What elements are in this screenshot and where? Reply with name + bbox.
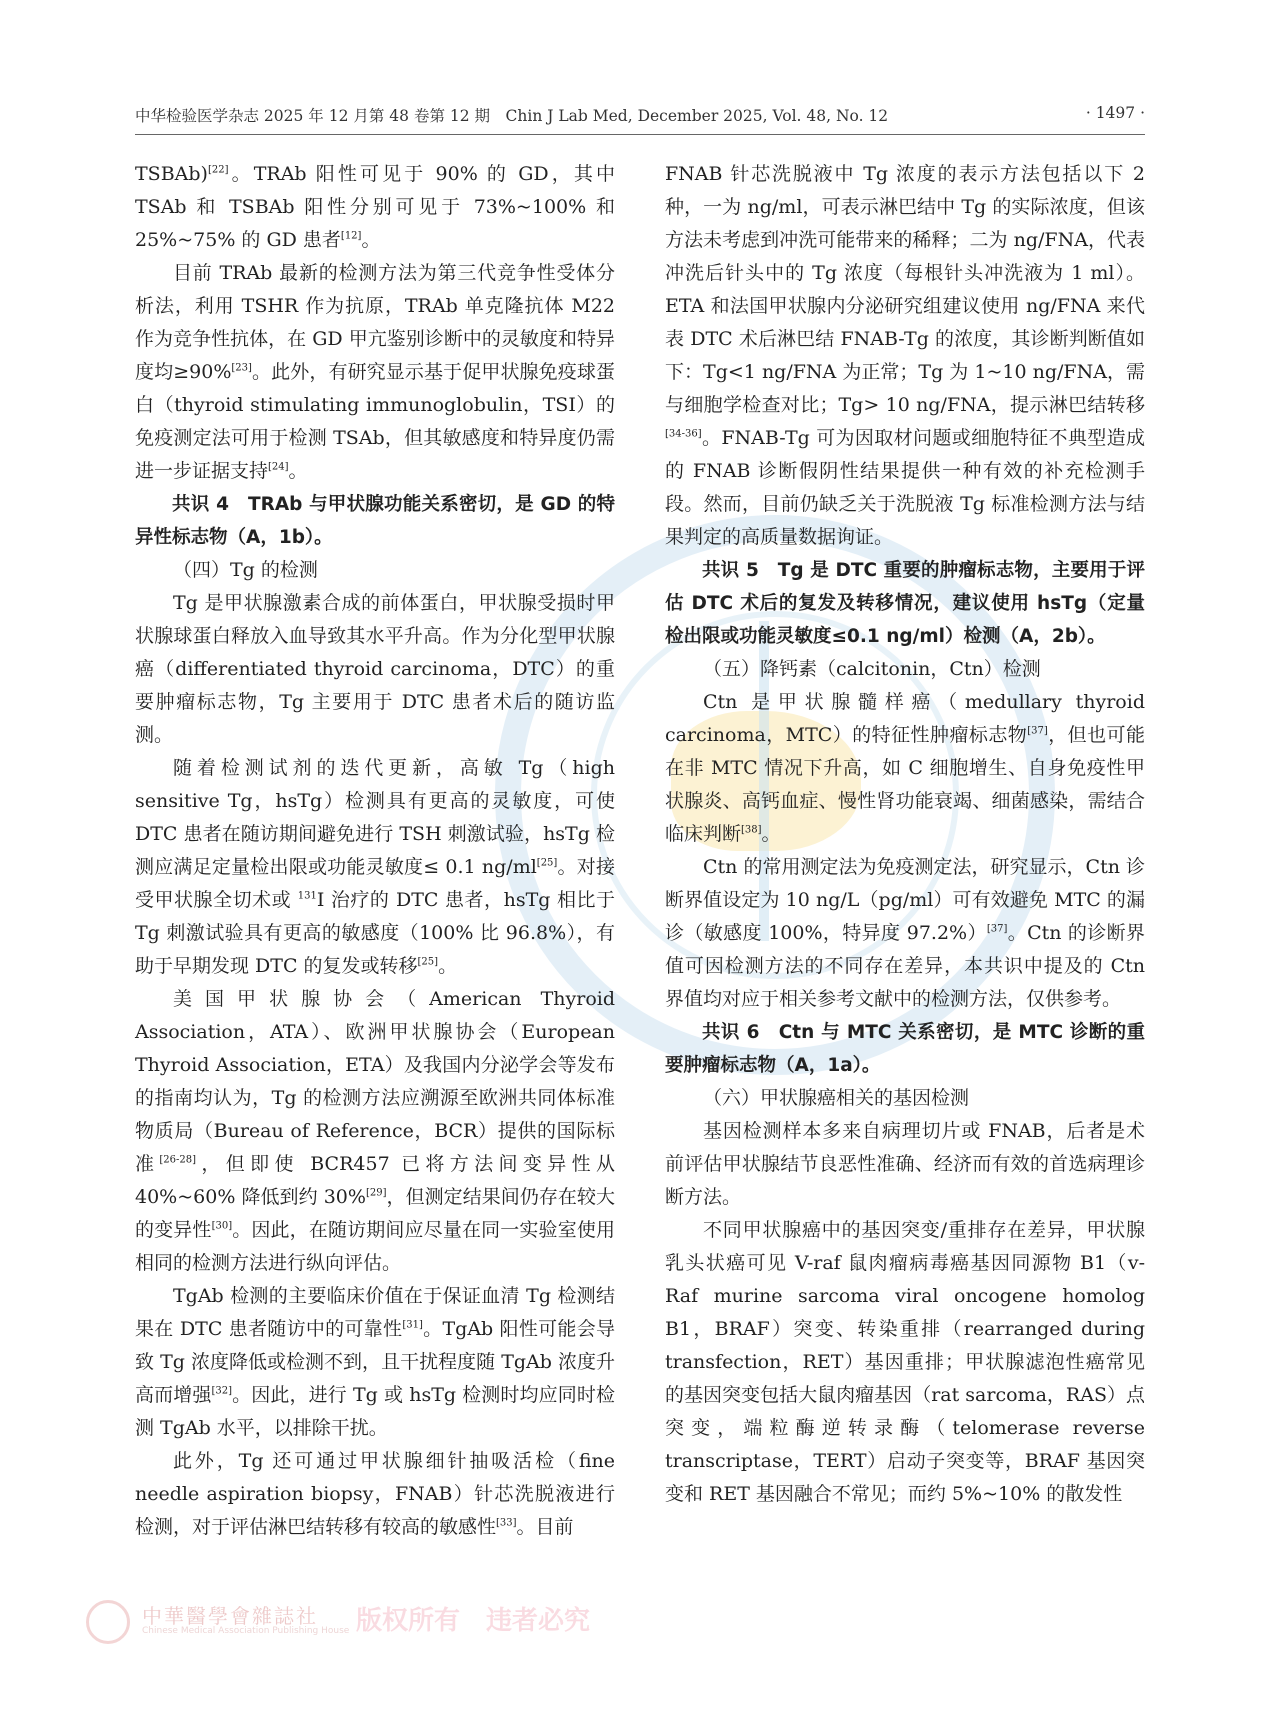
consensus-statement: 共识 6 Ctn 与 MTC 关系密切，是 MTC 诊断的重要肿瘤标志物（A，1a）。	[665, 1022, 1145, 1076]
paragraph-continued: FNAB 针芯洗脱液中 Tg 浓度的表示方法包括以下 2 种，一为 ng/ml，可表示淋巴结中 Tg 的实际浓度，但该方法未考虑到冲洗可能带来的稀释；二为 ng/FNA，代表冲洗后针头中的 Tg 浓度（每根针头冲洗液为 1 ml）。ETA 和法国甲状腺内分泌研究组建议使用 ng/FNA 来代表 DTC 术后淋巴结 FNAB-Tg 的浓度，其诊断判断值如下：Tg<1 ng/FNA 为正常；Tg 为 1~10 ng/FNA，需与细胞学检查对比；Tg> 10 ng/FNA，提示淋巴结转移[34-36]。FNAB-Tg 可为因取材问题或细胞特征不典型造成的 FNAB 诊断假阴性结果提供一种有效的补充检测手段。然而，目前仍缺乏关于洗脱液 Tg 标准检测方法与结果判定的高质量数据询证。	[665, 163, 1145, 548]
publisher-name: 中華醫學會雜誌社	[142, 1604, 318, 1628]
section-heading: （四）Tg 的检测	[173, 559, 318, 581]
section-heading: （五）降钙素（calcitonin，Ctn）检测	[703, 658, 1041, 680]
paragraph: 目前 TRAb 最新的检测方法为第三代竞争性受体分析法，利用 TSHR 作为抗原，TRAb 单克隆抗体 M22 作为竞争性抗体，在 GD 甲亢鉴别诊断中的灵敏度和特异度均≥90%[23]。此外，有研究显示基于促甲状腺免疫球蛋白（thyroid stimulating immunoglobulin，TSI）的免疫测定法可用于检测 TSAb，但其敏感度和特异度仍需进一步证据支持[24]。	[135, 262, 615, 482]
paragraph: 基因检测样本多来自病理切片或 FNAB，后者是术前评估甲状腺结节良恶性准确、经济而有效的首选病理诊断方法。	[665, 1120, 1145, 1208]
paragraph: Tg 是甲状腺激素合成的前体蛋白，甲状腺受损时甲状腺球蛋白释放入血导致其水平升高。作为分化型甲状腺癌（differentiated thyroid carcinoma，DTC）的重要肿瘤标志物，Tg 主要用于 DTC 患者术后的随访监测。	[135, 592, 615, 746]
paragraph: TgAb 检测的主要临床价值在于保证血清 Tg 检测结果在 DTC 患者随访中的可靠性[31]。TgAb 阳性可能会导致 Tg 浓度降低或检测不到，且干扰程度随 TgAb 浓度升高而增强[32]。因此，进行 Tg 或 hsTg 检测时均应同时检测 TgAb 水平，以排除干扰。	[135, 1285, 616, 1439]
paragraph: 美国甲状腺协会（American Thyroid Association，ATA）、欧洲甲状腺协会（European Thyroid Association，ETA）及我国内分泌学会等发布的指南均认为，Tg 的检测方法应溯源至欧洲共同体标准物质局（Bureau of Reference，BCR）提供的国际标准[26-28]，但即使 BCR457 已将方法间变异性从 40%~60% 降低到约 30%[29]，但测定结果间仍存在较大的变异性[30]。因此，在随访期间应尽量在同一实验室使用相同的检测方法进行纵向评估。	[135, 988, 615, 1274]
consensus-statement: 共识 4 TRAb 与甲状腺功能关系密切，是 GD 的特异性标志物（A，1b）。	[135, 494, 615, 548]
journal-citation: 中华检验医学杂志 2025 年 12 月第 48 卷第 12 期 Chin J Lab Med, December 2025, Vol. 48, No. 12	[135, 107, 889, 125]
paragraph: 此外，Tg 还可通过甲状腺细针抽吸活检（fine needle aspiration biopsy，FNAB）针芯洗脱液进行检测，对于评估淋巴结转移有较高的敏感性[33]。目前	[135, 1450, 615, 1538]
right-column	[665, 158, 1145, 1511]
header-rule	[135, 134, 1145, 135]
paragraph: Ctn 是甲状腺髓样癌（medullary thyroid carcinoma，MTC）的特征性肿瘤标志物[37]，但也可能在非 MTC 情况下升高，如 C 细胞增生、自身免疫性甲状腺炎、高钙血症、慢性肾功能衰竭、细菌感染，需结合临床判断[38]。	[665, 691, 1145, 845]
paragraph: Ctn 的常用测定法为免疫测定法，研究显示，Ctn 诊断界值设定为 10 ng/L（pg/ml）可有效避免 MTC 的漏诊（敏感度 100%，特异度 97.2%）[37]。Ctn 的诊断界值可因检测方法的不同存在差异，本共识中提及的 Ctn 界值均对应于相关参考文献中的检测方法，仅供参考。	[665, 856, 1145, 1010]
publisher-watermark	[86, 1598, 591, 1644]
publisher-name-en: Chinese Medical Association Publishing House	[142, 1626, 350, 1636]
page-number: · 1497 ·	[1085, 104, 1145, 122]
consensus-statement: 共识 5 Tg 是 DTC 重要的肿瘤标志物，主要用于评估 DTC 术后的复发及转移情况，建议使用 hsTg（定量检出限或功能灵敏度≤0.1 ng/ml）检测（A，2b）。	[665, 560, 1145, 647]
running-header	[135, 104, 1145, 128]
paragraph: 不同甲状腺癌中的基因突变/重排存在差异，甲状腺乳头状癌可见 V-raf 鼠肉瘤病毒癌基因同源物 B1（v-Raf murine sarcoma viral oncogene homolog B1，BRAF）突变、转染重排（rearranged during transfection，RET）基因重排；甲状腺滤泡性癌常见的基因突变包括大鼠肉瘤基因（rat sarcoma，RAS）点突变，端粒酶逆转录酶（telomerase reverse transcriptase，TERT）启动子突变等，BRAF 基因突变和 RET 基因融合不常见；而约 5%~10% 的散发性	[665, 1219, 1145, 1505]
left-column	[135, 158, 615, 1544]
paragraph: 随着检测试剂的迭代更新，高敏 Tg（high sensitive Tg，hsTg）检测具有更高的灵敏度，可使 DTC 患者在随访期间避免进行 TSH 刺激试验，hsTg 检测应满足定量检出限或功能灵敏度≤ 0.1 ng/ml[25]。对接受甲状腺全切术或 $^{131}$I 治疗的 DTC 患者，hsTg 相比于 Tg 刺激试验具有更高的敏感度（100% 比 96.8%），有助于早期发现 DTC 的复发或转移[25]。	[135, 757, 615, 977]
copyright-notice: 版权所有 违者必究	[356, 1606, 591, 1636]
section-heading: （六）甲状腺癌相关的基因检测	[703, 1087, 970, 1109]
publisher-seal-icon	[86, 1600, 130, 1644]
paragraph-continued: TSBAb)[22]。TRAb 阳性可见于 90% 的 GD，其中 TSAb 和 TSBAb 阳性分别可见于 73%~100% 和 25%~75% 的 GD 患者[12]。	[135, 163, 615, 251]
